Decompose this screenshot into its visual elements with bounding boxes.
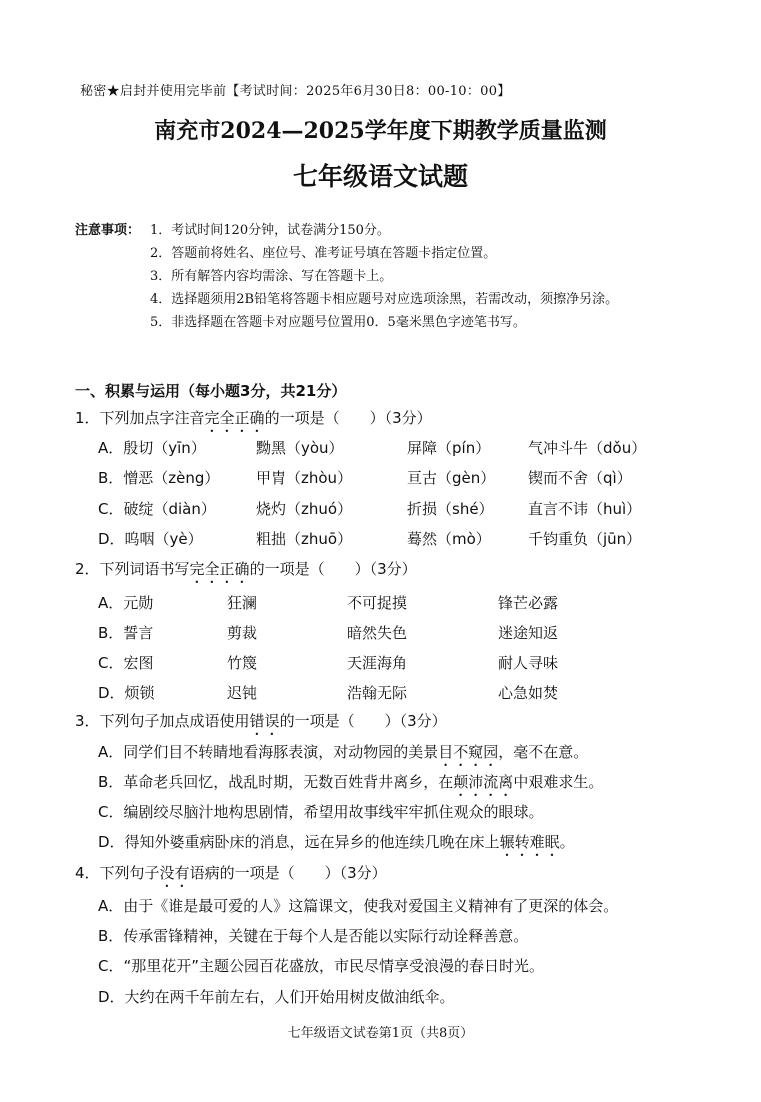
- question-4-stem: [75, 862, 387, 891]
- notice-item: 3．所有解答内容均需涂、写在答题卡上。: [150, 269, 393, 284]
- section-heading: 一、积累与运用（每小题3分，共21分）: [75, 382, 347, 400]
- question-2-stem: [75, 558, 417, 587]
- q1-option-cell: 屏障（pín）: [407, 439, 491, 457]
- notice-label: 注意事项：: [75, 223, 141, 238]
- q3-option: [98, 771, 603, 800]
- notice-item: 4．选择题须用2B铅笔将答题卡相应题号对应选项涂黑，若需改动，须擦净另涂。: [150, 292, 619, 307]
- q2-option-cell: 狂澜: [227, 594, 258, 612]
- option-text: 。: [559, 833, 575, 851]
- q2-option-cell: 浩翰无际: [347, 684, 408, 702]
- q4-option: D．大约在两千年前左右，人们开始用树皮做油纸伞。: [98, 988, 455, 1006]
- q2-option-cell: A．元勋: [98, 594, 154, 612]
- question-text: 1．下列加点字注音: [75, 409, 205, 427]
- emphasis-text: 完全正确: [204, 409, 265, 427]
- option-text: D．得知外婆重病卧床的消息，远在异乡的他连续几晚在床上: [98, 833, 500, 851]
- q1-option-cell: 粗拙（zhuō）: [256, 530, 353, 548]
- q1-option-cell: B．憎恶（zèng）: [98, 469, 220, 487]
- q2-option-cell: 竹篾: [227, 654, 258, 672]
- q3-option: [98, 831, 575, 860]
- question-text: 4．下列句子: [75, 864, 160, 882]
- question-1-stem: [75, 407, 432, 436]
- q1-option-cell: 气冲斗牛（dǒu）: [528, 439, 647, 457]
- page-footer: 七年级语文试卷第1页（共8页）: [287, 1026, 474, 1041]
- q1-option-cell: 亘古（gèn）: [407, 469, 496, 487]
- option-text: ，毫不在意。: [498, 743, 589, 761]
- dotted-idiom: 目不窥园: [438, 743, 499, 761]
- question-text: 语病的一项是（ ）（3分）: [189, 864, 387, 882]
- q2-option-cell: 暗然失色: [347, 624, 408, 642]
- q2-option-cell: B．誓言: [98, 624, 154, 642]
- notice-item: 1．考试时间120分钟，试卷满分150分。: [150, 223, 390, 238]
- q2-option-cell: 剪裁: [227, 624, 258, 642]
- dotted-idiom: 辗转难眠: [499, 833, 560, 851]
- emphasis-text: 错误: [249, 712, 280, 730]
- q1-option-cell: C．破绽（diàn）: [98, 500, 216, 518]
- q2-option-cell: 耐人寻味: [498, 654, 559, 672]
- q1-option-cell: 千钧重负（jūn）: [528, 530, 642, 548]
- q2-option-cell: C．宏图: [98, 654, 154, 672]
- q1-option-cell: 直言不讳（huì）: [528, 500, 642, 518]
- q2-option-cell: 迟钝: [227, 684, 258, 702]
- q4-option: B．传承雷锋精神，关键在于每个人是否能以实际行动诠释善意。: [98, 927, 529, 945]
- notice-item: 2．答题前将姓名、座位号、准考证号填在答题卡指定位置。: [150, 246, 497, 261]
- question-text: 的一项是（ ）（3分）: [279, 712, 447, 730]
- q1-option-cell: 甲胄（zhòu）: [256, 469, 353, 487]
- question-3-stem: [75, 710, 447, 739]
- q1-option-cell: A．殷切（yīn）: [98, 439, 206, 457]
- question-text: 2．下列词语书写: [75, 560, 190, 578]
- question-text: 的一项是（ ）（3分）: [249, 560, 417, 578]
- option-text: B．革命老兵回忆，战乱时期，无数百姓背井离乡，在: [98, 773, 454, 791]
- option-text: A．同学们目不转睛地看海豚表演，对动物园的美景: [98, 743, 439, 761]
- q1-option-cell: 黝黑（yòu）: [256, 439, 344, 457]
- q1-option-cell: 烧灼（zhuó）: [256, 500, 353, 518]
- q2-option-cell: D．烦锁: [98, 684, 155, 702]
- q1-option-cell: 折损（shé）: [407, 500, 494, 518]
- emphasis-text: 没有: [159, 864, 190, 882]
- q4-option: C．“那里花开”主题公园百花盛放，市民尽情享受浪漫的春日时光。: [98, 957, 545, 975]
- q2-option-cell: 迷途知返: [498, 624, 559, 642]
- q2-option-cell: 天涯海角: [347, 654, 408, 672]
- q1-option-cell: D．呜咽（yè）: [98, 530, 203, 548]
- dotted-idiom: 颠沛流离: [453, 773, 514, 791]
- exam-subtitle: 七年级语文试题: [292, 162, 468, 191]
- option-text: C．编剧绞尽脑汁地构思剧情，希望用故事线牢牢抓住观众的眼球。: [98, 803, 544, 821]
- exam-title: 南充市2024—2025学年度下期教学质量监测: [154, 118, 607, 144]
- question-text: 的一项是（ ）（3分）: [264, 409, 432, 427]
- q2-option-cell: 锋芒必露: [498, 594, 559, 612]
- confidential-line: 秘密★启封并使用完毕前【考试时间：2025年6月30日8：00-10：00】: [80, 84, 511, 99]
- q4-option: A．由于《谁是最可爱的人》这篇课文，使我对爱国主义精神有了更深的体会。: [98, 897, 619, 915]
- notice-item: 5．非选择题在答题卡对应题号位置用0．5毫米黑色字迹笔书写。: [150, 315, 526, 330]
- q3-option: [98, 801, 543, 822]
- question-text: 3．下列句子加点成语使用: [75, 712, 250, 730]
- q1-option-cell: 蓦然（mò）: [407, 530, 491, 548]
- option-text: 中艰难求生。: [513, 773, 604, 791]
- q1-option-cell: 锲而不舍（qì）: [528, 469, 632, 487]
- q2-option-cell: 不可捉摸: [347, 594, 408, 612]
- emphasis-text: 完全正确: [189, 560, 250, 578]
- q2-option-cell: 心急如焚: [498, 684, 559, 702]
- q3-option: [98, 741, 588, 770]
